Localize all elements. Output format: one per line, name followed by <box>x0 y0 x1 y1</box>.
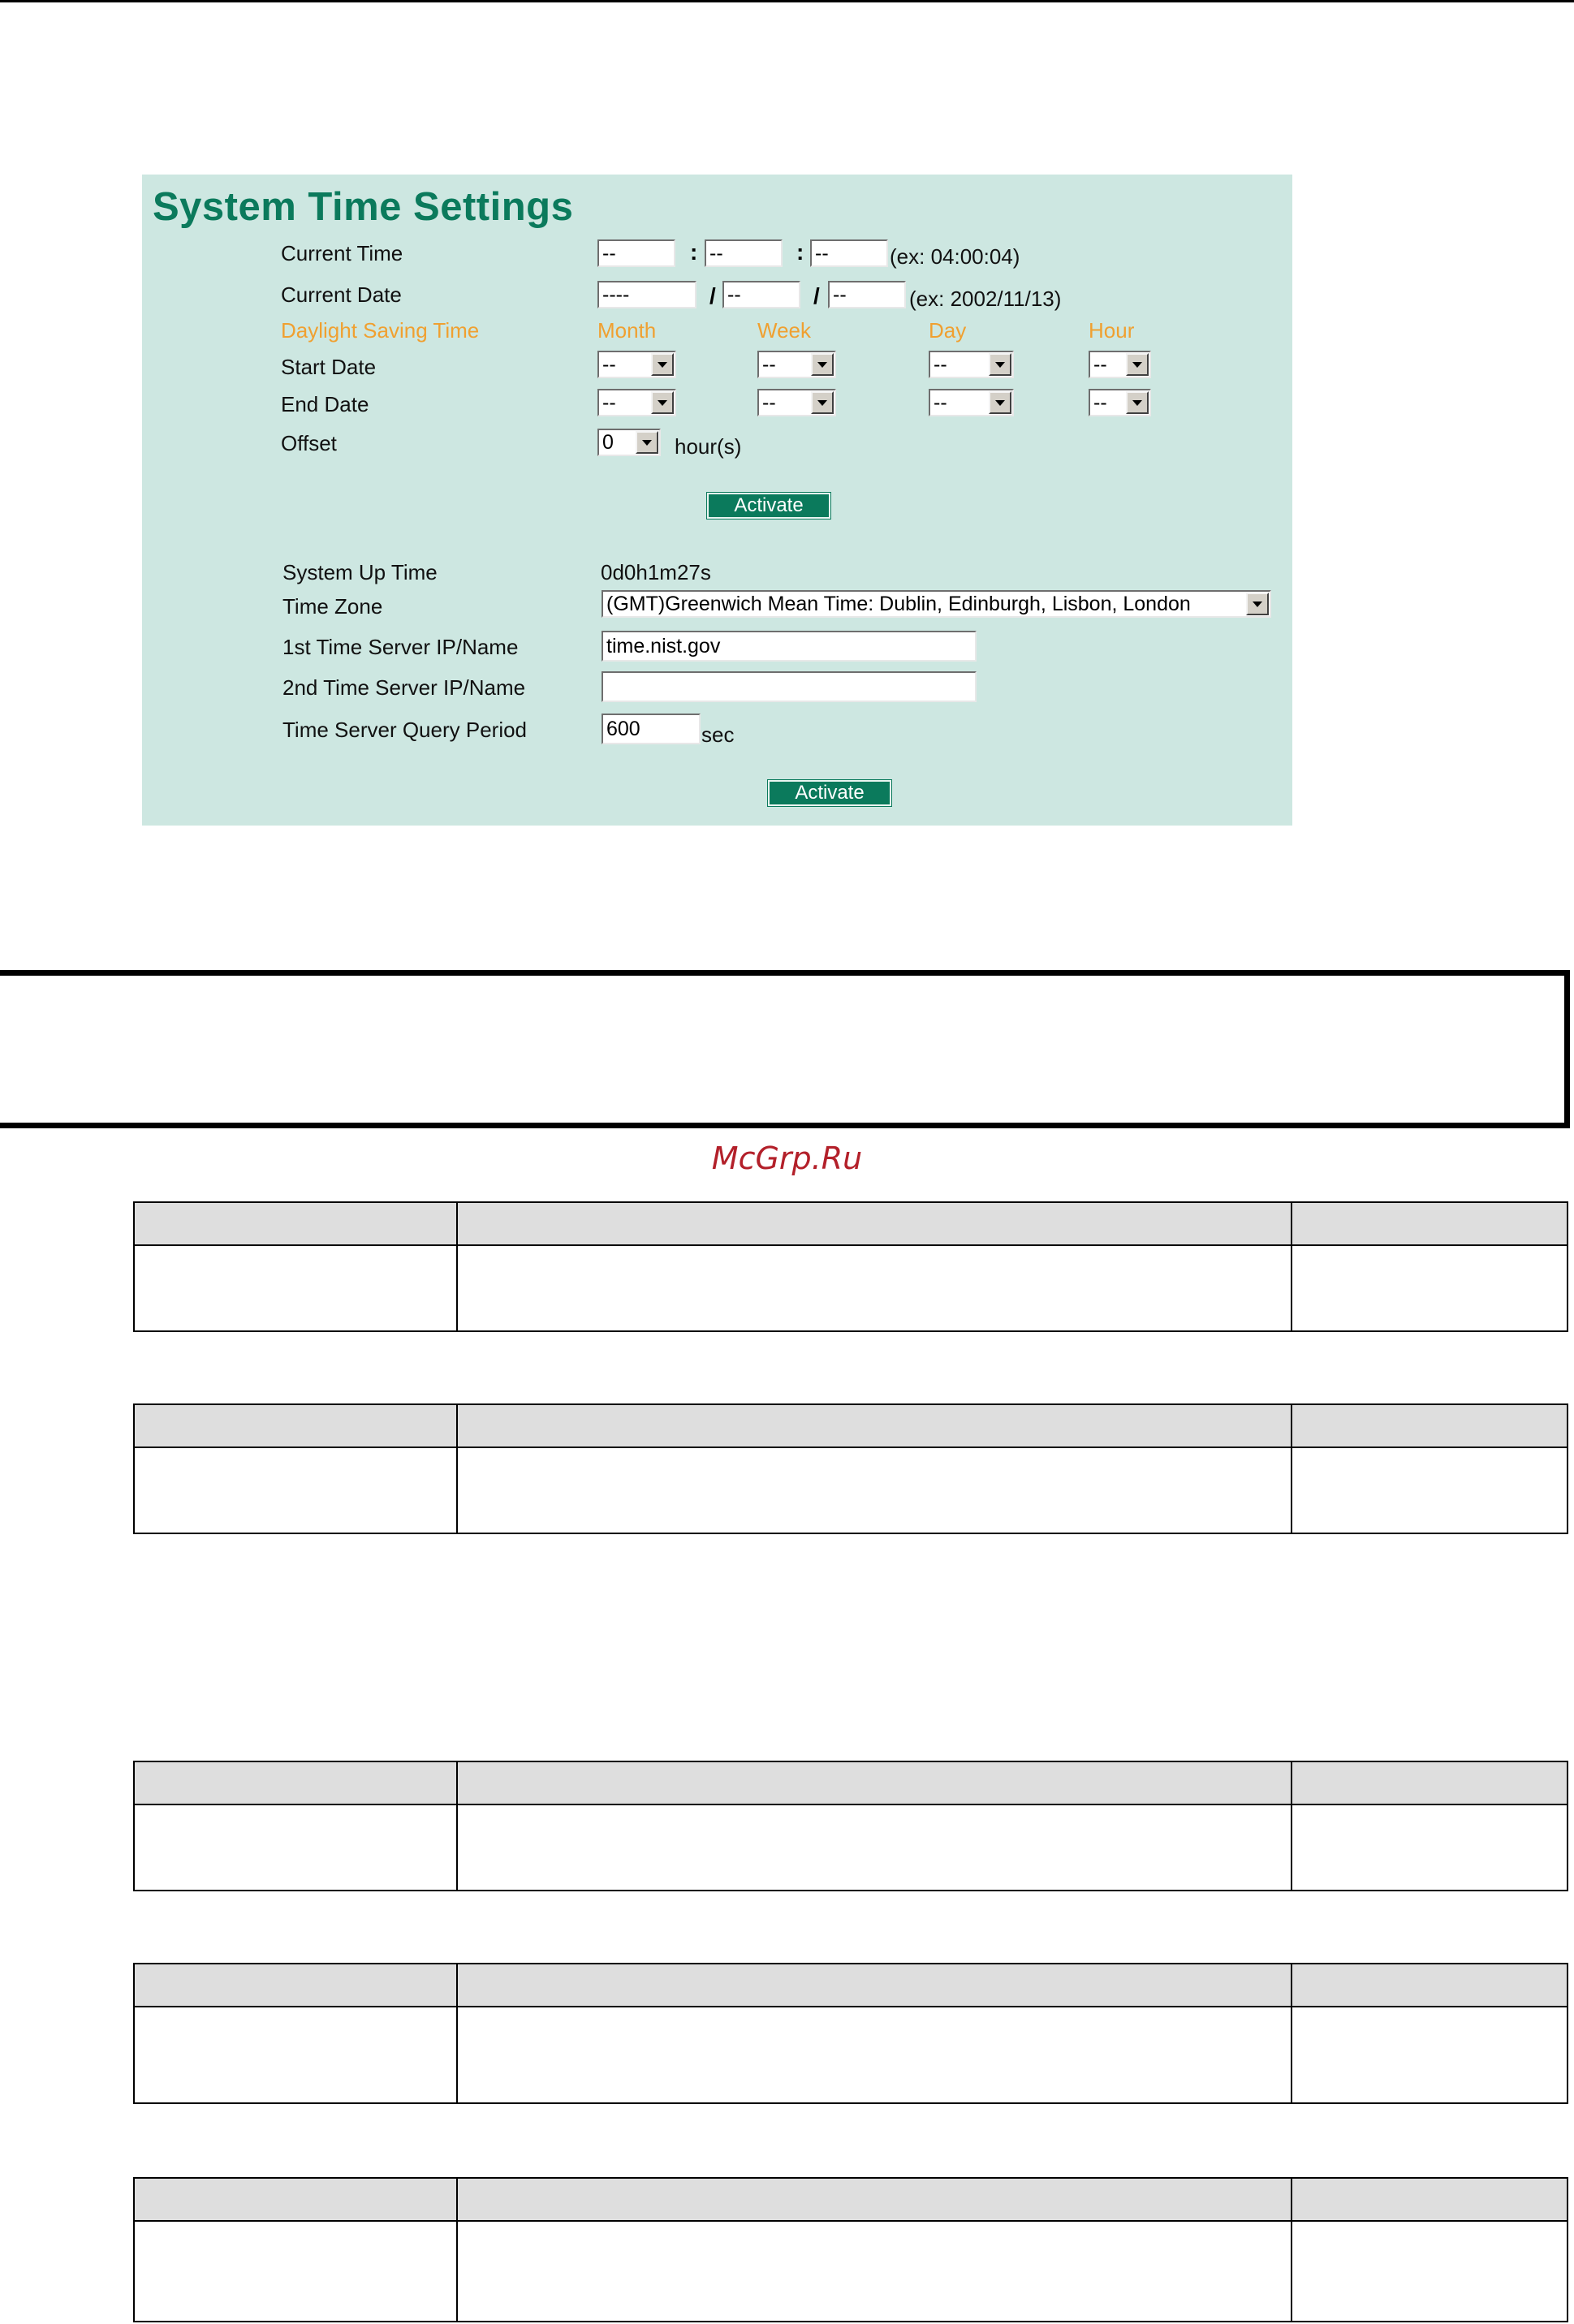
select-value: -- <box>1093 353 1107 376</box>
current-date-example: (ex: 2002/11/13) <box>909 287 1062 311</box>
query-period-unit: sec <box>701 722 735 747</box>
table-header-row <box>133 1761 1568 1805</box>
select-value: -- <box>602 391 616 414</box>
query-period-label: Time Server Query Period <box>282 718 528 742</box>
select-value: -- <box>934 353 947 376</box>
select-value: -- <box>1093 391 1107 414</box>
activate-time-button[interactable]: Activate <box>707 493 830 519</box>
start-date-label: Start Date <box>281 355 377 379</box>
chevron-down-icon[interactable] <box>636 431 658 454</box>
offset-label: Offset <box>281 431 337 455</box>
chevron-down-icon[interactable] <box>1126 391 1149 414</box>
first-time-server-input[interactable]: time.nist.gov <box>602 631 977 662</box>
end-date-week-select[interactable] <box>757 389 836 416</box>
current-time-example: (ex: 04:00:04) <box>890 244 1020 269</box>
current-time-second-field[interactable]: -- <box>810 239 888 267</box>
table-row <box>133 1244 1568 1332</box>
system-up-time-label: System Up Time <box>282 560 438 584</box>
table-divider <box>1291 2177 1292 2322</box>
page-title: System Time Settings <box>153 185 574 229</box>
table-row <box>133 1804 1568 1891</box>
table-header-row <box>133 2177 1568 2222</box>
table-divider <box>456 1761 458 1891</box>
second-time-server-input[interactable] <box>602 671 977 702</box>
current-date-label: Current Date <box>281 282 402 307</box>
table-row <box>133 1447 1568 1534</box>
time-separator: : <box>690 239 698 265</box>
select-value: -- <box>934 391 947 414</box>
watermark: McGrp.Ru <box>711 1140 863 1176</box>
time-zone-select[interactable] <box>602 590 1271 618</box>
chevron-down-icon[interactable] <box>811 391 834 414</box>
dst-week-header: Week <box>757 318 811 343</box>
offset-select[interactable] <box>597 429 661 456</box>
current-date-year-field[interactable]: ---- <box>597 281 696 308</box>
current-time-label: Current Time <box>281 241 403 265</box>
table-divider <box>456 1403 458 1534</box>
top-rule <box>0 0 1574 2</box>
chevron-down-icon[interactable] <box>1126 353 1149 376</box>
chevron-down-icon[interactable] <box>989 391 1011 414</box>
end-date-day-select[interactable] <box>929 389 1014 416</box>
select-value: -- <box>602 353 616 376</box>
table-divider <box>1291 1201 1292 1332</box>
table-header-row <box>133 1201 1568 1246</box>
table-divider <box>456 2177 458 2322</box>
time-zone-label: Time Zone <box>282 594 383 619</box>
table-divider <box>456 1963 458 2104</box>
activate-server-button[interactable]: Activate <box>768 780 891 806</box>
dst-day-header: Day <box>929 318 967 343</box>
date-separator: / <box>709 283 716 308</box>
offset-unit: hour(s) <box>675 434 742 459</box>
end-date-hour-select[interactable] <box>1089 389 1151 416</box>
current-date-month-field[interactable]: -- <box>722 281 800 308</box>
end-date-label: End Date <box>281 392 369 416</box>
query-period-input[interactable]: 600 <box>602 714 701 744</box>
chevron-down-icon[interactable] <box>811 353 834 376</box>
daylight-saving-time-label: Daylight Saving Time <box>281 318 480 343</box>
chevron-down-icon[interactable] <box>989 353 1011 376</box>
current-date-day-field[interactable]: -- <box>828 281 906 308</box>
table-header-row <box>133 1403 1568 1448</box>
chevron-down-icon[interactable] <box>1246 593 1269 615</box>
current-time-hour-field[interactable]: -- <box>597 239 675 267</box>
select-value: -- <box>762 391 776 414</box>
first-time-server-label: 1st Time Server IP/Name <box>282 635 519 659</box>
second-time-server-label: 2nd Time Server IP/Name <box>282 675 526 700</box>
table-row <box>133 2220 1568 2322</box>
dst-month-header: Month <box>597 318 657 343</box>
table-divider <box>1291 1963 1292 2104</box>
select-value: -- <box>762 353 776 376</box>
current-time-minute-field[interactable]: -- <box>705 239 783 267</box>
chevron-down-icon[interactable] <box>651 391 674 414</box>
note-box <box>0 970 1570 1128</box>
time-separator: : <box>796 239 804 265</box>
system-up-time-value: 0d0h1m27s <box>601 560 711 584</box>
table-divider <box>1291 1403 1292 1534</box>
end-date-month-select[interactable] <box>597 389 676 416</box>
date-separator: / <box>813 283 820 308</box>
start-date-day-select[interactable] <box>929 351 1014 378</box>
table-divider <box>1291 1761 1292 1891</box>
table-row <box>133 2006 1568 2104</box>
select-value: 0 <box>602 431 614 454</box>
start-date-hour-select[interactable] <box>1089 351 1151 378</box>
start-date-month-select[interactable] <box>597 351 676 378</box>
table-header-row <box>133 1963 1568 2007</box>
table-divider <box>456 1201 458 1332</box>
chevron-down-icon[interactable] <box>651 353 674 376</box>
system-time-settings-panel <box>142 175 1292 826</box>
start-date-week-select[interactable] <box>757 351 836 378</box>
dst-hour-header: Hour <box>1089 318 1135 343</box>
select-value: (GMT)Greenwich Mean Time: Dublin, Edinburgh, Lisbon, London <box>606 593 1191 615</box>
